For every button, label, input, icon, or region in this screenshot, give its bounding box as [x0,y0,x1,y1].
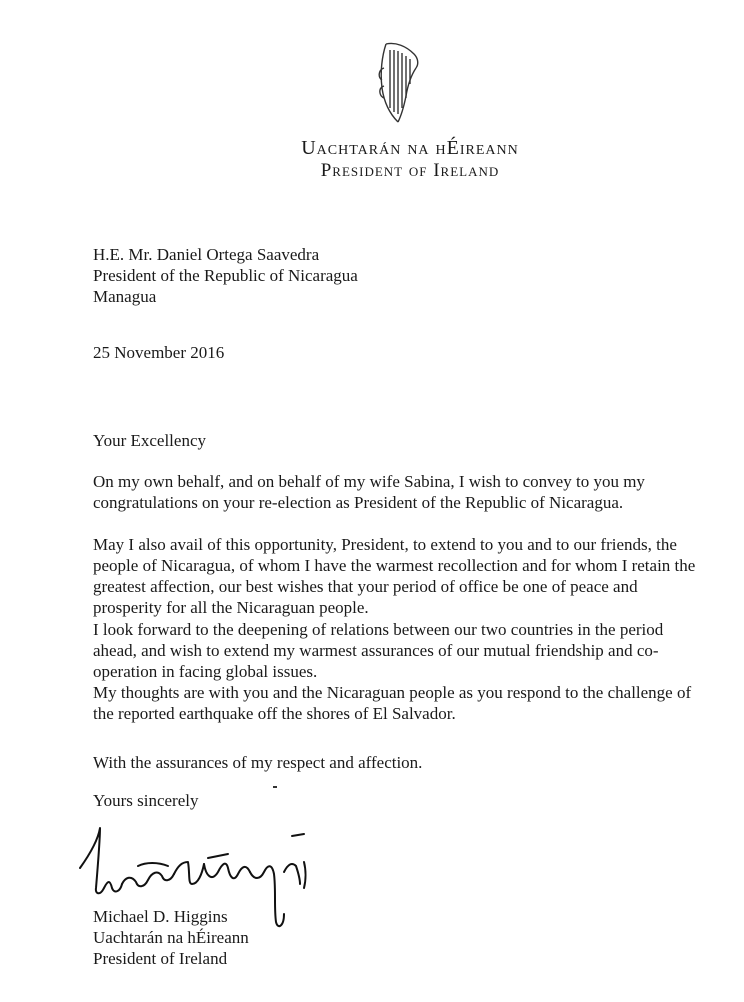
paragraph-earthquake [93,682,713,724]
paragraph-line: My thoughts are with you and the Nicaraguan people as you respond to the challenge of [93,683,692,702]
addressee-city: Managua [93,287,157,306]
ink-speck [273,786,277,788]
valediction: Yours sincerely [93,791,199,810]
letterhead [250,136,570,182]
salutation: Your Excellency [93,431,206,450]
paragraph-relations [93,619,713,682]
paragraph-best-wishes [93,534,713,618]
paragraph-line: congratulations on your re-election as President of the Republic of Nicaragua. [93,493,624,512]
paragraph-line: On my own behalf, and on behalf of my wife Sabina, I wish to convey to you my [93,472,645,491]
closing-remark: With the assurances of my respect and affection. [93,753,423,772]
addressee-name: H.E. Mr. Daniel Ortega Saavedra [93,245,320,264]
signatory-name: Michael D. Higgins [93,907,228,926]
paragraph-line: I look forward to the deepening of relations between our two countries in the period [93,620,664,639]
paragraph-line: prosperity for all the Nicaraguan people. [93,598,369,617]
paragraph-line: people of Nicaragua, of whom I have the warmest recollection and for whom I retain the [93,556,696,575]
letterhead-title-irish: Uachtarán na hÉireann [301,137,519,159]
paragraph-congratulations [93,471,713,513]
paragraph-line: ahead, and wish to extend my warmest assurances of our mutual friendship and co- [93,641,659,660]
paragraph-line: May I also avail of this opportunity, President, to extend to you and to our friends, the [93,535,677,554]
paragraph-line: greatest affection, our best wishes that your period of office be one of peace and [93,577,638,596]
addressee-title: President of the Republic of Nicaragua [93,266,358,285]
letterhead-title-english: President of Ireland [320,160,500,181]
signatory-title-english: President of Ireland [93,949,228,968]
paragraph-line: the reported earthquake off the shores of El Salvador. [93,704,456,723]
signature-block [93,906,249,969]
signatory-title-irish: Uachtarán na hÉireann [93,928,249,947]
letter-date: 25 November 2016 [93,343,225,362]
harp-emblem-icon [372,38,424,126]
paragraph-line: operation in facing global issues. [93,662,318,681]
addressee-block [93,244,358,307]
